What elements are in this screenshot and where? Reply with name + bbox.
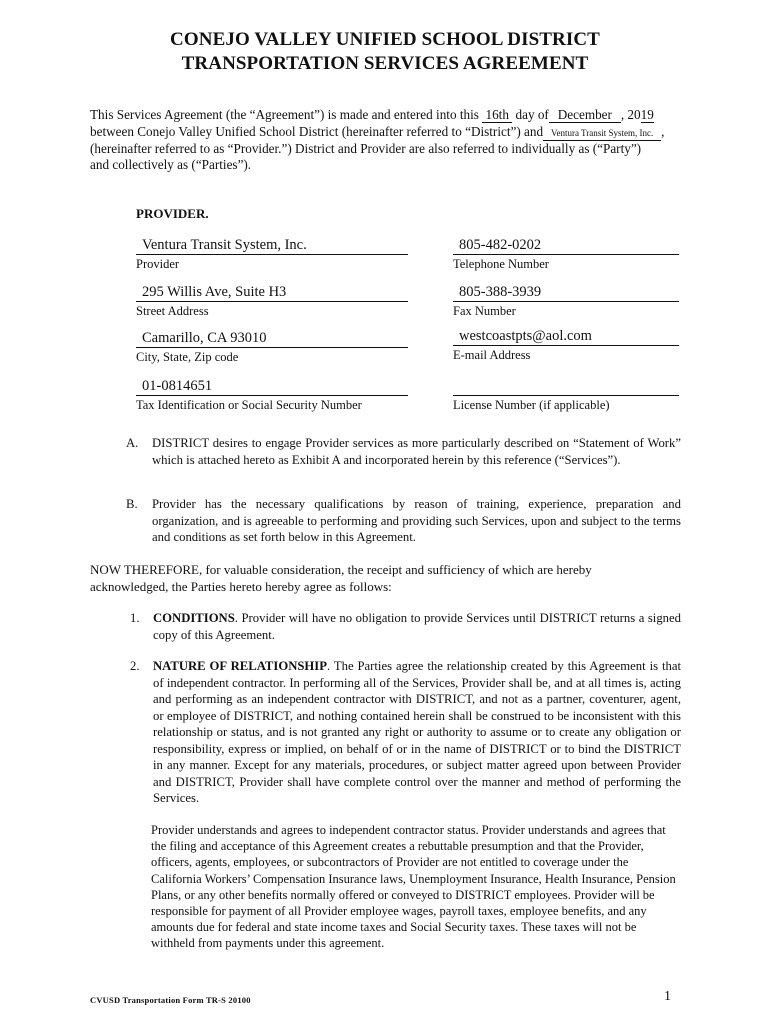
fax-field[interactable]: 805-388-3939 xyxy=(453,283,679,302)
page-number: 1 xyxy=(664,989,671,1004)
clause-1 xyxy=(130,610,681,643)
tax-id-field[interactable]: 01-0814651 xyxy=(136,377,408,396)
phone-label: Telephone Number xyxy=(453,257,549,271)
clause-text: . The Parties agree the relationship created by this Agreement is that of independent contractor. In performing all of the Services, Provider shall be, and at all times is, acting and performing as an independent contractor with DISTRICT, and not as a partner, coventurer, agent, or employee of DISTRICT, and nothing contained herein shall be construed to be inconsistent with this relationship or status, and is not granted any right or authority to assume or to create any obligation or responsibility, express or implied, on behalf of or in the name of DISTRICT or to bind the DISTRICT in any manner. Except for any materials, procedures, or subject matter agreed upon between Provider and DISTRICT, Provider shall have complete control over the manner and method of performing the Services. xyxy=(153,659,681,805)
clause-2-paragraph-2: Provider understands and agrees to independent contractor status. Provider understands and agrees that the filing and acceptance of this Agreement creates a rebuttable presumption and that the Provider, officers, agents, employees, or subcontractors of Provider are not entitled to coverage under the California Workers’ Compensation Insurance laws, Unemployment Insurance, Health Insurance, Pension Plans, or any other benefits normally offered or conveyed to DISTRICT employees. Provider will be responsible for payment of all Provider employee wages, payroll taxes, employee benefits, and any amounts due for federal and state income taxes and Social Security taxes. These taxes will not be withheld from payments under this agreement. xyxy=(151,823,676,951)
phone-field[interactable]: 805-482-0202 xyxy=(453,236,679,255)
street-address-label: Street Address xyxy=(136,304,209,318)
clause-2 xyxy=(130,658,681,807)
city-state-zip-field[interactable]: Camarillo, CA 93010 xyxy=(136,329,408,348)
license-number-field[interactable] xyxy=(453,377,679,396)
city-block xyxy=(136,329,408,365)
now-therefore-paragraph: NOW THEREFORE, for valuable consideration, the receipt and sufficiency of which are hereby acknowledged, the Parties hereto hereby agree as follows: xyxy=(90,562,592,594)
intro-text-5: , xyxy=(661,123,665,139)
provider-name-block xyxy=(136,236,408,272)
email-label: E-mail Address xyxy=(453,348,531,362)
tax-id-label: Tax Identification or Social Security Number xyxy=(136,398,362,412)
license-block xyxy=(453,377,679,413)
fax-label: Fax Number xyxy=(453,304,516,318)
license-number-label: License Number (if applicable) xyxy=(453,398,610,412)
provider-name-label: Provider xyxy=(136,257,180,271)
provider-name-inline-field[interactable]: Ventura Transit System, Inc. xyxy=(543,126,661,141)
intro-text-3: , 20 xyxy=(620,107,641,122)
tax-id-block xyxy=(136,377,408,413)
phone-block xyxy=(453,236,679,272)
city-state-zip-label: City, State, Zip code xyxy=(136,350,239,364)
email-field[interactable]: westcoastpts@aol.com xyxy=(453,327,679,346)
form-id: CVUSD Transportation Form TR-S 20100 xyxy=(90,995,251,1005)
month-field[interactable]: December xyxy=(549,108,621,123)
clause-body xyxy=(153,658,681,807)
recital-label: A. xyxy=(126,436,139,450)
document-title-line-2: TRANSPORTATION SERVICES AGREEMENT xyxy=(181,53,589,74)
provider-heading: PROVIDER. xyxy=(136,206,209,221)
intro-text-4: between Conejo Valley Unified School District (hereinafter referred to “District”) and xyxy=(90,123,544,139)
recital-b xyxy=(126,496,681,546)
clause-heading: NATURE OF RELATIONSHIP xyxy=(153,659,327,673)
clause-heading: CONDITIONS xyxy=(153,611,235,625)
clause-number: 2. xyxy=(130,659,140,673)
recital-a xyxy=(126,435,681,468)
recital-text: DISTRICT desires to engage Provider services as more particularly described on “Statement of Work” which is attached hereto as Exhibit A and incorporated herein by this reference (“Services”). xyxy=(152,436,681,467)
fax-block xyxy=(453,283,679,319)
street-address-field[interactable]: 295 Willis Ave, Suite H3 xyxy=(136,283,408,302)
day-field[interactable]: 16th xyxy=(482,108,512,123)
email-block xyxy=(453,327,679,363)
recital-text: Provider has the necessary qualifications by reason of training, experience, preparation and organization, and is agreeable to performing and providing such Services, upon and subject to the terms and conditions as set forth below in this Agreement. xyxy=(152,497,681,544)
intro-text-7: and collectively as (“Parties”). xyxy=(90,157,252,172)
clause-body xyxy=(153,610,681,643)
clause-number: 1. xyxy=(130,611,140,625)
intro-text-2: day of xyxy=(512,107,549,122)
street-block xyxy=(136,283,408,319)
clause-text: . Provider will have no obligation to provide Services until DISTRICT returns a signed copy of this Agreement. xyxy=(153,611,681,642)
year-field[interactable]: 19 xyxy=(640,107,654,122)
recital-label: B. xyxy=(126,497,138,511)
provider-name-field[interactable]: Ventura Transit System, Inc. xyxy=(136,236,408,255)
intro-text-1: This Services Agreement (the “Agreement”) is made and entered into this xyxy=(90,107,483,122)
intro-paragraph xyxy=(90,107,690,174)
intro-text-6: (hereinafter referred to as “Provider.”) District and Provider are also referred to individually as (“Party”) xyxy=(90,140,642,156)
document-title-line-1: CONEJO VALLEY UNIFIED SCHOOL DISTRICT xyxy=(170,29,600,50)
